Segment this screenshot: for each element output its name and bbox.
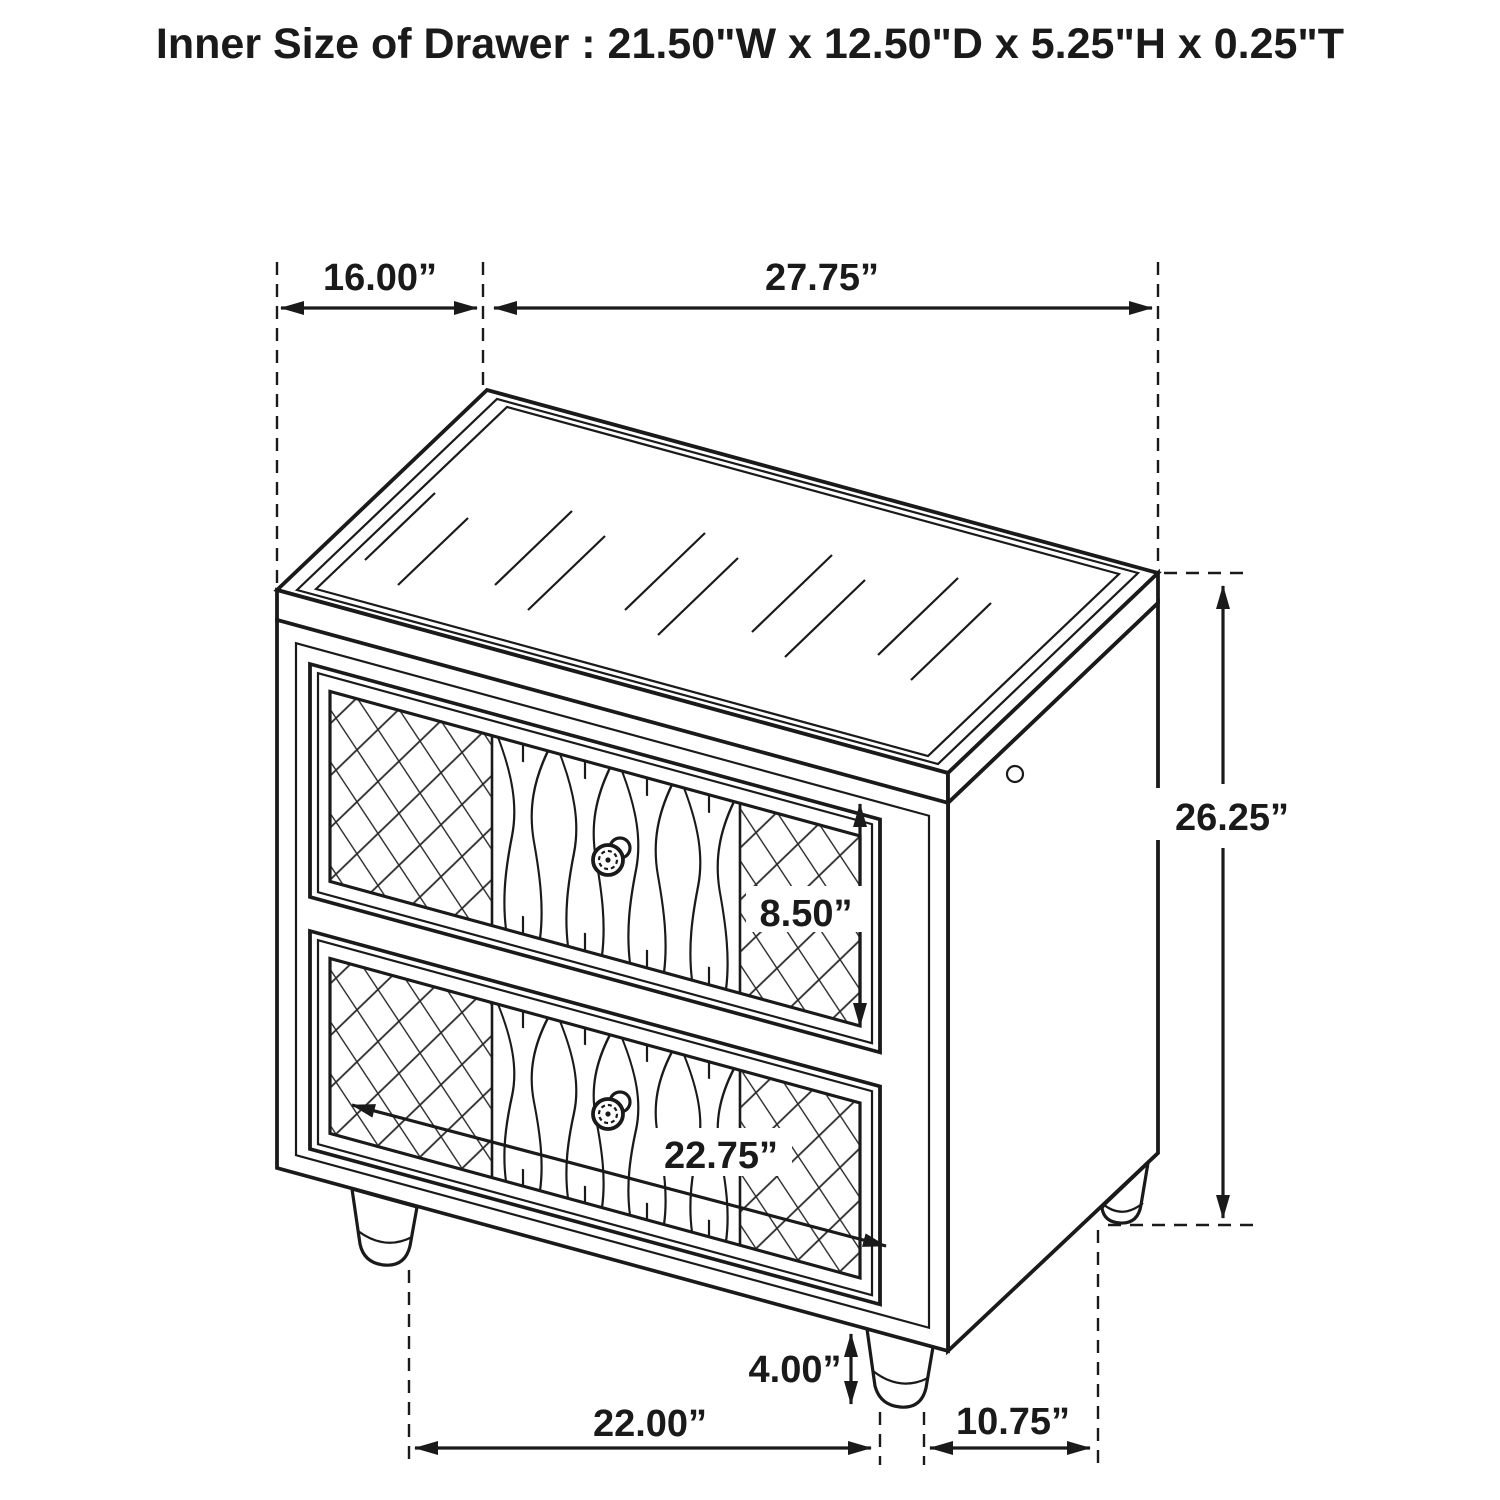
dim-label-front-span: 22.00” (592, 1403, 708, 1445)
dim-label-drawer-height: 8.50” (759, 893, 853, 935)
dim-label-top-width: 27.75” (764, 257, 880, 299)
page-title: Inner Size of Drawer : 21.50"W x 12.50"D x 5.25"H x 0.25"T (155, 20, 1345, 68)
dim-label-side-span: 10.75” (955, 1401, 1071, 1443)
dim-label-drawer-width: 22.75” (663, 1135, 779, 1177)
dim-label-leg-height: 4.00” (748, 1349, 842, 1391)
dim-label-top-depth: 16.00” (322, 257, 438, 299)
dim-label-overall-height: 26.25” (1174, 797, 1290, 839)
